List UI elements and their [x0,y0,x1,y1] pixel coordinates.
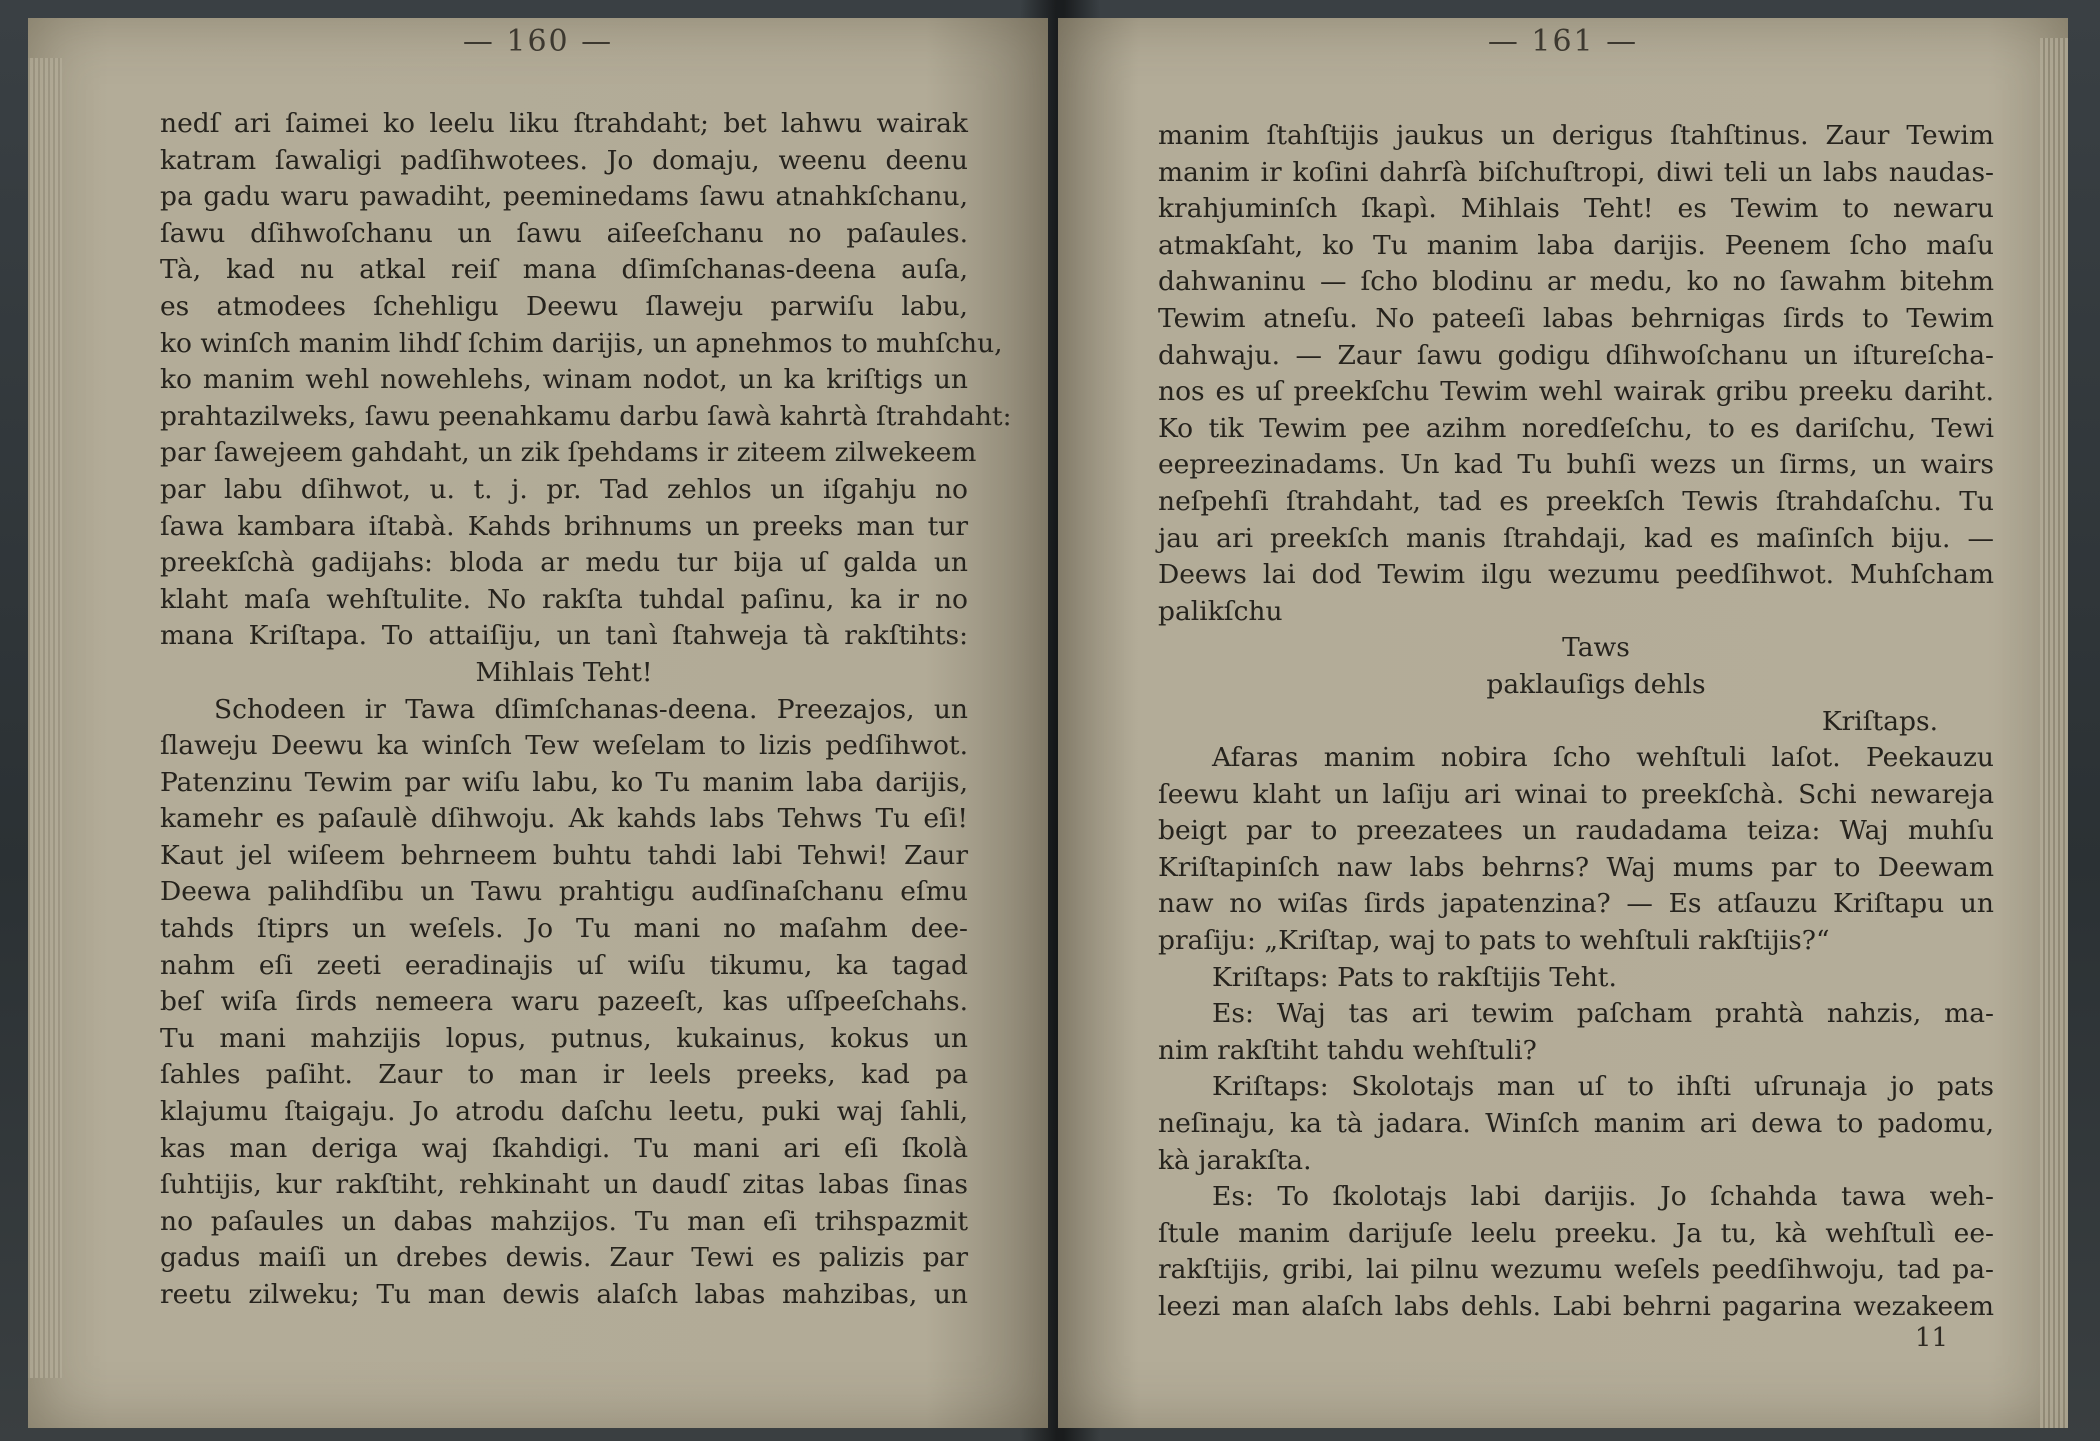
text-line: klaht maſa wehſtulite. No rakſta tuhdal paſinu, ka ir no [160,583,968,615]
text-line: ſlaweju Deewu ka winſch Tew weſelam to lizis pedſihwot. [160,730,968,762]
text-line: ſeewu klaht un laſiju ari winai to preekſchà. Schi newareja [1158,778,1994,810]
page-stack-edge [28,58,62,1378]
text-line: Tà, kad nu atkal reiſ mana dſimſchanas-deena auſa, [160,254,968,286]
text-line: manim ſtahſtijis jaukus un derigus ſtahſtinus. Zaur Tewim [1158,120,1994,151]
text-line: pa gadu waru pawadiht, peeminedams ſawu atnahkſchanu, [160,181,968,213]
text-line: atmakſaht, ko Tu manim laba darijis. Peenem ſcho maſu [1158,229,1994,261]
text-line: katram ſawaligi padſihwotees. Jo domaju, weenu deenu [160,144,968,176]
text-line: ſuhtijis, kur rakſtiht, rehkinaht un daudſ zitas labas ſinas [160,1169,968,1201]
text-line: praſiju: „Kriſtap, waj to pats to wehſtuli rakſtijis?“ [1158,925,1830,957]
text-line: beigt par to preezatees un raudadama teiza: Waj muhſu [1158,815,1994,847]
text-line: Tewim atneſu. No pateeſi labas behrnigas ſirds to Tewim [1158,302,1994,334]
text-line: Patenzinu Tewim par wiſu labu, ko Tu manim laba darijis, [160,766,968,798]
text-line: krahjuminſch ſkapì. Mihlais Teht! es Tewim to newaru [1158,193,1994,225]
text-line: rakſtijis, gribi, lai pilnu wezumu weſels peedſihwoju, tad pa- [1158,1254,1994,1286]
letter-salutation: Mihlais Teht! [475,656,653,688]
dialogue-line: Es: To ſkolotajs labi darijis. Jo ſchahda tawa weh- [1212,1181,1994,1213]
text-line: jau ari preekſch manis ſtrahdaji, kad es maſinſch biju. — [1158,522,1994,554]
page-number: — 160 — [462,24,614,59]
text-line: beſ wiſa ſirds nemeera waru pazeeſt, kas uſſpeeſchahs. [160,986,968,1018]
text-line: ſtule manim darijuſe leelu preeku. Ja tu, kà wehſtulì ee- [1158,1217,1994,1249]
page-text [160,106,1012,1314]
text-line: par labu dſihwot, u. t. j. pr. Tad zehlos un iſgahju no [160,473,968,505]
text-line: Schodeen ir Tawa dſimſchanas-deena. Preezajos, un [214,693,968,725]
text-line: neſpehſi ſtrahdaht, tad es preekſch Tewis ſtrahdaſchu. Tu [1158,485,1994,517]
text-line: Afaras manim nobira ſcho wehſtuli laſot. Peekauzu [1212,742,1994,774]
text-line: ſahles paſiht. Zaur to man ir leels preeks, kad pa [160,1059,968,1091]
dialogue-line: Es: Waj tas ari tewim paſcham prahtà nahzis, ma- [1212,998,1994,1030]
left-page [28,18,1048,1428]
text-line: ko winſch manim lihdſ ſchim darijis, un apnehmos to muhſchu, [160,327,1003,359]
text-line: Deewa palihdſibu un Tawu prahtigu audſinaſchanu eſmu [160,876,968,908]
dialogue-line: Kriſtaps: Skolotajs man uſ to ihſti uſrunaja jo pats [1212,1071,1994,1103]
text-line: ko manim wehl nowehlehs, winam nodot, un ka kriſtigs un [160,364,968,396]
letter-signature: Kriſtaps. [1821,705,1938,737]
text-line: reetu zilweku; Tu man dewis alaſch labas mahzibas, un [160,1279,968,1310]
letter-closing: Taws [1562,632,1630,664]
text-line: naw no wiſas ſirds japatenzina? — Es atſauzu Kriſtapu un [1158,888,1994,920]
text-line: Ko tik Tewim pee azihm noredſeſchu, to es dariſchu, Tewi [1158,412,1994,444]
text-line: mana Kriſtapa. To attaiſiju, un tanì ſtahweja tà rakſtihts: [160,620,968,652]
text-line: ſawa kambara iſtabà. Kahds brihnums un preeks man tur [160,510,968,542]
text-line: tahds ſtiprs un weſels. Jo Tu mani no maſahm dee- [160,913,968,945]
text-line: eepreezinadams. Un kad Tu buhſi wezs un ſirms, un wairs [1158,449,1994,481]
text-line: neſinaju, ka tà jadara. Winſch manim ari dewa to padomu, [1158,1108,1994,1140]
text-line: preekſchà gadijahs: bloda ar medu tur bija uſ galda un [160,547,968,579]
page-stack-edge [2040,38,2068,1428]
text-line: no paſaules un dabas mahzijos. Tu man eſi trihspazmit [160,1205,968,1237]
right-page [1058,18,2068,1428]
text-line: nim rakſtiht tahdu wehſtuli? [1158,1034,1537,1066]
text-line: dahwaju. — Zaur ſawu godigu dſihwoſchanu un iſtureſcha- [1158,339,1994,371]
text-line: ſawu dſihwoſchanu un ſawu aiſeeſchanu no paſaules. [160,217,968,249]
text-line: nedſ ari ſaimei ko leelu liku ſtrahdaht; bet lahwu wairak [160,108,968,139]
text-line: kas man deriga waj ſkahdigi. Tu mani ari eſi ſkolà [160,1132,968,1164]
text-line: manim ir koſini dahrſà biſchuſtropi, diwi teli un labs naudas- [1158,156,1994,188]
text-line: prahtazilweks, ſawu peenahkamu darbu ſawà kahrtà ſtrahdaht: [160,400,1012,432]
text-line: gadus maiſi un drebes dewis. Zaur Tewi es palizis par [160,1242,968,1274]
signature-mark: 11 [1914,1323,1948,1353]
text-line: Deews lai dod Tewim ilgu wezumu peedſihwot. Muhſcham [1158,559,1994,591]
text-line: palikſchu [1158,595,1283,627]
text-line: es atmodees ſchehligu Deewu ſlaweju parwiſu labu, [160,290,968,322]
text-line: dahwaninu — ſcho blodinu ar medu, ko no ſawahm bitehm [1158,266,1994,298]
page-text [1158,118,1994,1326]
page-number: — 161 — [1487,24,1639,59]
text-line: Tu mani mahzijis lopus, putnus, kukainus, kokus un [160,1022,968,1054]
text-line: Kaut jel wiſeem behrneem buhtu tahdi labi Tehwi! Zaur [160,839,968,871]
dialogue-line: Kriſtaps: Pats to rakſtijis Teht. [1212,961,1617,993]
letter-closing: paklauſigs dehls [1486,668,1706,700]
text-line: nahm eſi zeeti eeradinajis uſ wiſu tikumu, ka tagad [160,949,968,981]
text-line: nos es uſ preekſchu Tewim wehl wairak gribu preeku dariht. [1158,376,1994,408]
text-line: par ſawejeem gahdaht, un zik ſpehdams ir ziteem zilwekeem [160,437,977,469]
text-line: kamehr es paſaulè dſihwoju. Ak kahds labs Tehws Tu eſi! [160,803,968,835]
text-line: leezi man alaſch labs dehls. Labi behrni pagarina wezakeem [1158,1291,1994,1322]
text-line: Kriſtapinſch naw labs behrns? Waj mums par to Deewam [1158,851,1994,883]
text-line: kà jarakſta. [1158,1144,1312,1176]
text-line: klajumu ſtaigaju. Jo atrodu daſchu leetu, puki waj ſahli, [160,1096,968,1128]
